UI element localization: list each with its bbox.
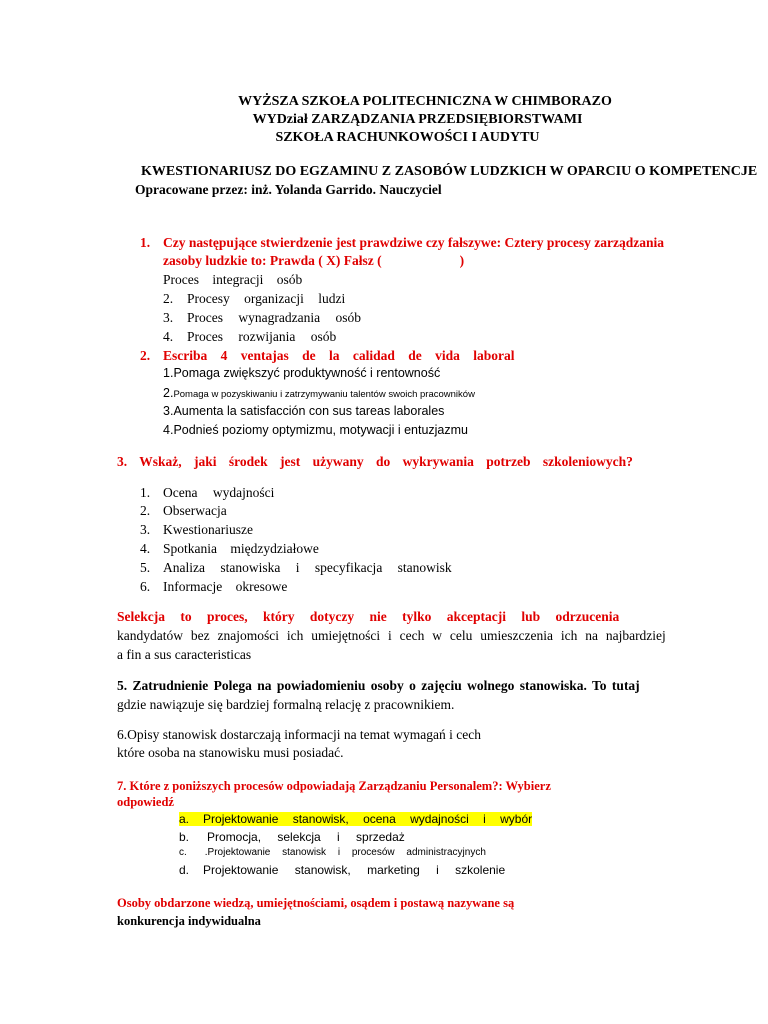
q3-answer-1-num: 1. [140,485,151,500]
q3-answer-6: Informacje okresowe [163,579,288,594]
q3-answer-3-num: 3. [140,522,151,537]
q3-answer-5-num: 5. [140,560,151,575]
q1-line-1 [163,235,755,251]
q4-line-3: a fin a sus caracteristicas [117,647,252,662]
q1-line-2-text: zasoby ludzkie to: Prawda ( X) Fałsz ( [163,253,382,268]
q5-line-2: gdzie nawiązuje się bardziej formalną relację z pracownikiem. [117,697,455,712]
q7-option-b [179,830,405,844]
q2-answer-2 [163,386,475,400]
q3-answer-3: Kwestionariusze [163,522,253,537]
q7-option-a [179,812,532,826]
q7-line-2: odpowiedź [117,795,174,809]
q2-answer-4 [163,423,468,437]
q2-answer-3-num: 3. [163,404,174,418]
q7-option-a-letter: a. [179,812,190,826]
q7-option-d-letter: d. [179,863,190,877]
q3-answer-5: Analiza stanowiska i specyfikacja stanowisk [163,560,452,575]
q7-option-b-text: Promocja, selekcja i sprzedaż [207,830,405,844]
q7-option-c [179,847,486,858]
q2-answer-4-text: Podnieś poziomy optymizmu, motywacji i entuzjazmu [173,423,468,437]
q1-answer-1: Proces integracji osób [163,272,303,287]
q1-answer-2: Procesy organizacji ludzi [187,291,346,306]
q2-answer-4-num: 4. [163,423,174,437]
document-title: KWESTIONARIUSZ DO EGZAMINU Z ZASOBÓW LUDZKICH W OPARCIU O KOMPETENCJE [141,164,758,179]
q3-answer-2-num: 2. [140,503,151,518]
q3-answer-6-num: 6. [140,579,151,594]
q2-answer-1 [163,366,440,380]
q2-answer-2-num: 2. [163,386,174,400]
q5-line-1: 5. Zatrudnienie Polega na powiadomieniu osoby o zajęciu wolnego stanowiska. To tutaj [117,678,640,693]
q2-answer-3-text: Aumenta la satisfacción con sus tareas laborales [173,404,445,418]
q3-answer-4-num: 4. [140,541,151,556]
q3-answer-4: Spotkania międzydziałowe [163,541,319,556]
q6-line-2: które osoba na stanowisku musi posiadać. [117,745,344,760]
q2-number: 2. [140,348,151,363]
header-line-1: WYŻSZA SZKOŁA POLITECHNICZNA W CHIMBORAZO [238,94,612,109]
author-line: Opracowane przez: inż. Yolanda Garrido. Nauczyciel [135,182,442,197]
q1-answer-2-num: 2. [163,291,174,306]
q1-line-2-close: ) [459,253,465,268]
q6-line-1: 6.Opisy stanowisk dostarczają informacji na temat wymagań i cech [117,727,482,742]
q2-answer-1-num: 1. [163,366,174,380]
q1-line-1-text: Czy następujące stwierdzenie jest prawdziwe czy fałszywe: Cztery procesy zarządzania [163,235,664,250]
q7-option-a-highlight [179,812,532,826]
q7-option-b-letter: b. [179,830,190,844]
q1-answer-3-num: 3. [163,310,174,325]
q1-answer-4: Proces rozwijania osób [187,329,337,344]
q3-answer-1: Ocena wydajności [163,485,275,500]
q7-option-c-text: .Projektowanie stanowisk i procesów administracyjnych [204,847,486,858]
q2-text: Escriba 4 ventajas de la calidad de vida laboral [163,348,515,363]
q1-answer-4-num: 4. [163,329,174,344]
q7-option-a-text: Projektowanie stanowisk, ocena wydajności i wybór [203,812,533,826]
q2-answer-3 [163,404,444,418]
q3-answer-2: Obserwacja [163,503,227,518]
q7-option-d [179,863,505,877]
q1-line-2 [163,253,464,269]
q4-line-2: kandydatów bez znajomości ich umiejętności i cech w celu umieszczenia ich na najbardziej [117,628,666,643]
q7-option-c-letter: c. [179,847,187,858]
q1-answer-3: Proces wynagradzania osób [187,310,361,325]
header-line-3: SZKOŁA RACHUNKOWOŚCI I AUDYTU [275,130,540,145]
q2-answer-1-text: Pomaga zwiększyć produktywność i rentowność [173,366,441,380]
q3-text: 3. Wskaż, jaki środek jest używany do wykrywania potrzeb szkoleniowych? [117,454,633,469]
q4-line-1: Selekcja to proces, który dotyczy nie tylko akceptacji lub odrzucenia [117,609,620,624]
q2-answer-2-text: Pomaga w pozyskiwaniu i zatrzymywaniu talentów swoich pracowników [173,389,475,400]
q8-question: Osoby obdarzone wiedzą, umiejętnościami, osądem i postawą nazywane są [117,896,515,910]
q1-number: 1. [140,235,151,250]
q7-line-1: 7. Które z poniższych procesów odpowiadają Zarządzaniu Personalem?: Wybierz [117,779,551,793]
q8-answer: konkurencja indywidualna [117,914,261,928]
q7-option-d-text: Projektowanie stanowisk, marketing i szkolenie [203,863,506,877]
header-line-2: WYDział ZARZĄDZANIA PRZEDSIĘBIORSTWAMI [252,112,583,127]
